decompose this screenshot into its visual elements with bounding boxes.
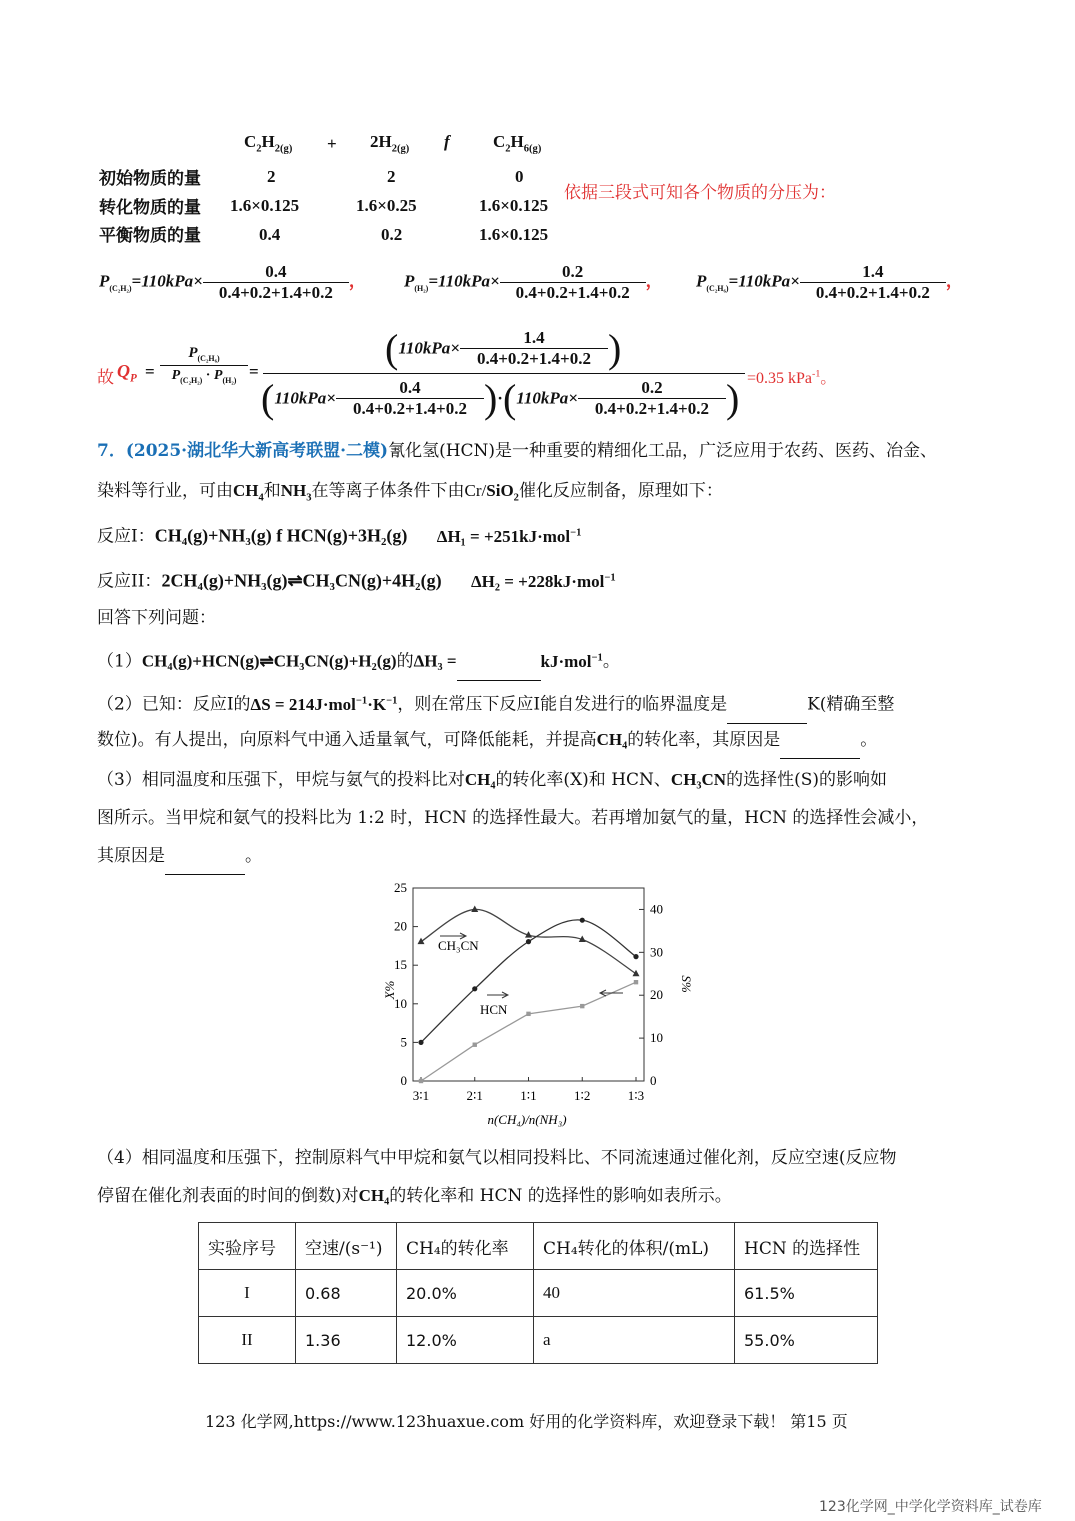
data-point xyxy=(633,970,640,977)
table-cell: 40 xyxy=(534,1270,735,1317)
cell-change-3: 1.6×0.125 xyxy=(479,196,549,215)
y-left-tick-label: 25 xyxy=(394,880,407,895)
answer-blank-2b[interactable] xyxy=(780,722,860,759)
data-point xyxy=(472,986,477,991)
plot-frame xyxy=(413,888,644,1081)
data-point xyxy=(634,980,638,984)
table-row xyxy=(199,1270,878,1317)
sub-question-3-cont-2: 其原因是 。 xyxy=(97,838,262,875)
data-point xyxy=(471,905,478,912)
x-tick-label: 3∶1 xyxy=(412,1088,430,1103)
answer-blank-1[interactable] xyxy=(457,644,541,681)
data-point xyxy=(418,1040,423,1045)
data-point xyxy=(419,1079,423,1083)
qp-expression: 故 $Q_P$ = $P_{(C_2H_6)}$ $P_{(C_2H_2)} \cdot P_{(H_2)}$ = (110kPa× $\frac{1.4}{0.4+0.2+1.4+0.2}$ ) (110kPa× $\frac{0.4}{0.4+0.2+1.4+0.2}$ )·(110kPa× $\frac{0.2}{0.4+0.2+1.4+0.2}$ ) =0.35 kPa$^{-1}$。 xyxy=(97,326,837,421)
x-axis-label: n(CH₄)/n(NH₃) xyxy=(487,1112,567,1127)
y-right-tick-label: 40 xyxy=(650,901,663,917)
cell-eq-2: 0.2 xyxy=(381,225,403,244)
x-tick-label: 2∶1 xyxy=(466,1088,483,1103)
sub-question-1: （1）CH₄(g)+HCN(g)⇌CH₃CN(g)+H₂(g)的ΔH₃ = kJ·mol$^{-1}$。 xyxy=(97,640,620,681)
table-cell: II xyxy=(199,1317,296,1364)
selectivity-chart xyxy=(380,878,700,1130)
data-point xyxy=(526,939,531,944)
cell-initial-3: 0 xyxy=(515,167,524,186)
table-header-row xyxy=(199,1223,878,1270)
site-watermark: 123化学网_中学化学资料库_试卷库 xyxy=(819,1499,1042,1515)
x-tick-label: 1∶2 xyxy=(574,1088,591,1103)
cell-eq-1: 0.4 xyxy=(259,225,281,244)
question-7-intro-2: 染料等行业，可由$CH_4$和$NH_3$在等离子体条件下由Cr/SiO$_2$催化反应制备，原理如下： xyxy=(97,481,723,504)
table-cell: 1.36 xyxy=(296,1317,397,1364)
y-right-tick-label: 20 xyxy=(650,987,663,1003)
y-right-tick-label: 10 xyxy=(650,1030,663,1046)
cell-change-2: 1.6×0.25 xyxy=(356,196,417,215)
table-cell: a xyxy=(534,1317,735,1364)
qp-numerator: (110kPa× $\frac{1.4}{0.4+0.2+1.4+0.2}$ ) xyxy=(385,326,622,371)
row-label-initial: 初始物质的量 xyxy=(99,169,201,189)
sub-question-4-cont: 停留在催化剂表面的时间的倒数)对CH₄的转化率和 HCN 的选择性的影响如表所示。 xyxy=(97,1186,732,1206)
table-cell: 55.0% xyxy=(735,1317,878,1364)
data-point xyxy=(418,938,425,945)
partial-pressure-h2: $P_{(H_2)}=110kPa\times$ $\frac{0.2}{0.4+0.2+1.4+0.2}$ ， xyxy=(404,262,663,302)
arrow-right-icon xyxy=(487,992,508,998)
partial-pressure-c2h6: $P_{(C_2H_6)}=110kPa\times$ $\frac{1.4}{0.4+0.2+1.4+0.2}$ ， xyxy=(696,262,963,302)
y-axis-left-label: X% xyxy=(382,980,397,1000)
table-cell: 20.0% xyxy=(397,1270,534,1317)
cell-initial-1: 2 xyxy=(267,167,276,186)
species-c2h2: $C_2H_{2(g)}$ xyxy=(244,132,293,155)
y-left-tick-label: 0 xyxy=(400,1073,407,1088)
table-cell: 61.5% xyxy=(735,1270,878,1317)
table-header: 空速/(s⁻¹) xyxy=(296,1223,397,1270)
sub-question-4: （4）相同温度和压强下，控制原料气中甲烷和氨气以相同投料比、不同流速通过催化剂，反应空速(反应物 xyxy=(97,1148,897,1168)
page-footer: 123 化学网,https://www.123huaxue.com 好用的化学资料库，欢迎登录下载！ 第15 页 xyxy=(205,1412,848,1431)
table-header: CH₄转化的体积/(mL) xyxy=(534,1223,735,1270)
sub-question-3: （3）相同温度和压强下，甲烷与氨气的投料比对CH₄的转化率(X)和 HCN、CH₃CN的选择性(S)的影响如 xyxy=(97,770,887,790)
y-axis-right-label: S% xyxy=(679,975,694,993)
row-label-change: 转化物质的量 xyxy=(99,198,201,218)
table-row xyxy=(199,1317,878,1364)
qp-left-fraction: $P_{(C_2H_6)}$ $P_{(C_2H_2)} \cdot P_{(H_2)}$ xyxy=(160,345,248,385)
series-line-2 xyxy=(421,982,636,1081)
sub-question-2-cont: 数位)。有人提出，向原料气中通入适量氧气，可降低能耗，并提高CH₄的转化率，其原因是 。 xyxy=(97,722,877,759)
reaction-1: 反应I：CH₄(g)+NH₃(g) f HCN(g)+3H₂(g) ΔH₁ = +251kJ·mol$^{-1}$ xyxy=(97,525,582,547)
qp-fraction-bar xyxy=(263,373,745,374)
plus-sign: + xyxy=(327,134,337,153)
table-header: HCN 的选择性 xyxy=(735,1223,878,1270)
table-cell: 0.68 xyxy=(296,1270,397,1317)
species-c2h6: $C_2H_{6(g)}$ xyxy=(493,132,542,155)
answer-blank-3[interactable] xyxy=(165,838,245,875)
cell-eq-3: 1.6×0.125 xyxy=(479,225,549,244)
data-point xyxy=(580,1004,584,1008)
question-7-intro: 7．(2025·湖北华大新高考联盟·二模)氰化氢(HCN)是一种重要的精细化工品，广泛应用于农药、医药、冶金、 xyxy=(97,441,938,461)
reaction-2: 反应II：2CH₄(g)+NH₃(g)⇌CH₃CN(g)+4H₂(g) ΔH₂ = +228kJ·mol$^{-1}$ xyxy=(97,570,616,592)
qp-denominator: (110kPa× $\frac{0.4}{0.4+0.2+1.4+0.2}$ )·(110kPa× $\frac{0.2}{0.4+0.2+1.4+0.2}$ ) xyxy=(261,376,740,421)
y-right-tick-label: 30 xyxy=(650,944,663,960)
sub-question-2: （2）已知：反应I的$\Delta S = 214J\cdot mol^{-1}\cdot K^{-1}$，则在常压下反应I能自发进行的临界温度是 K(精确至整 xyxy=(97,683,894,724)
table-cell: I xyxy=(199,1270,296,1317)
y-left-tick-label: 20 xyxy=(394,918,407,934)
y-right-tick-label: 0 xyxy=(650,1073,657,1088)
table-cell: 12.0% xyxy=(397,1317,534,1364)
y-left-tick-label: 15 xyxy=(394,957,407,973)
sub-question-3-cont: 图所示。当甲烷和氨气的投料比为 1:2 时，HCN 的选择性最大。若再增加氨气的量，HCN 的选择性会减小， xyxy=(97,808,929,828)
partial-pressure-c2h2: $P_{(C_2H_2)}=110kPa\times$ $\frac{0.4}{0.4+0.2+1.4+0.2}$ ， xyxy=(99,262,366,302)
table-header: CH₄的转化率 xyxy=(397,1223,534,1270)
cell-change-1: 1.6×0.125 xyxy=(230,196,300,215)
y-left-tick-label: 5 xyxy=(400,1034,407,1050)
y-left-tick-label: 10 xyxy=(394,995,407,1011)
x-tick-label: 1∶3 xyxy=(627,1088,645,1103)
experiment-table xyxy=(198,1222,878,1364)
arrow-left-icon xyxy=(600,990,623,996)
table-header: 实验序号 xyxy=(199,1223,296,1270)
data-point xyxy=(633,954,638,959)
answer-prompt: 回答下列问题： xyxy=(97,608,216,628)
answer-blank-2a[interactable] xyxy=(727,687,807,724)
equilibrium-arrow: f xyxy=(444,132,450,151)
data-point xyxy=(473,1043,477,1047)
row-label-equilibrium: 平衡物质的量 xyxy=(99,226,201,246)
partial-pressure-note: 依据三段式可知各个物质的分压为： xyxy=(564,183,836,203)
data-point xyxy=(526,1012,530,1016)
data-point xyxy=(580,918,585,923)
cell-initial-2: 2 xyxy=(387,167,396,186)
curve-label-ch3cn: CH₃CN xyxy=(438,938,479,953)
x-tick-label: 1∶1 xyxy=(520,1088,537,1103)
species-h2: $2H_{2(g)}$ xyxy=(370,132,410,155)
curve-label-hcn: HCN xyxy=(480,1002,508,1017)
